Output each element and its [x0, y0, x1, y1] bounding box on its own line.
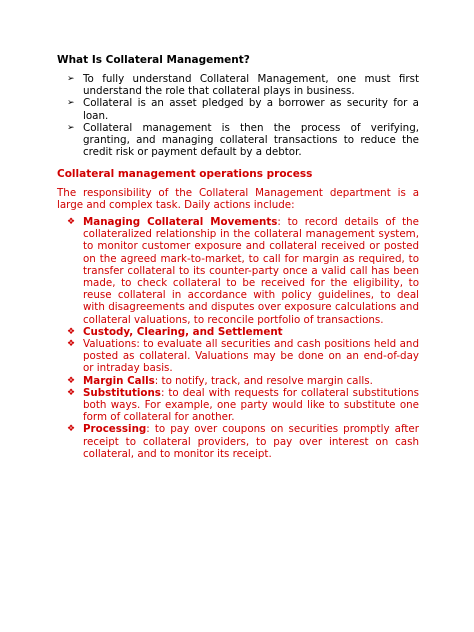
definition-list [57, 73, 419, 158]
list-item-term: Processing [83, 423, 147, 436]
arrow-bullet-icon: ➢ [67, 74, 75, 84]
list-item-text: Collateral is an asset pledged by a borrower as security for a loan. [83, 97, 419, 122]
list-item-term: Managing Collateral Movements [83, 216, 278, 228]
list-item-text: : to notify, track, and resolve margin calls. [154, 374, 373, 387]
list-item-term: Margin Calls [83, 374, 155, 387]
actions-list [57, 216, 419, 460]
list-item-text: : to record details of the collateralized relationship in the collateral management system, to monitor customer exposure and collateral received or posted on the agreed mark-to-market, to call for margin as required, to transfer collateral to its counter-party once a valid call has been made, to check collateral to be received for the eligibility, to reuse collateral in accordance with policy guidelines, to deal with disagreements and disputes over exposure calculations and collateral valuations, to reconcile portfolio of transactions. [83, 216, 419, 326]
list-item [57, 375, 419, 387]
list-item-term: Custody, Clearing, and Settlement [83, 325, 283, 338]
list-item-text: Valuations: to evaluate all securities and cash positions held and posted as collateral. Valuations may be done on an end-of-day or intraday basis. [83, 338, 419, 375]
list-item-text: : to deal with requests for collateral substitutions both ways. For example, one party would like to substitute one form of collateral for another. [83, 386, 419, 424]
list-item [57, 73, 419, 97]
diamond-bullet-icon: ❖ [67, 217, 76, 227]
list-item [57, 326, 419, 338]
diamond-bullet-icon: ❖ [67, 339, 76, 350]
list-item-text: Collateral management is then the process of verifying, granting, and managing collateral transactions to reduce the credit risk or payment default by a debtor. [83, 121, 419, 159]
list-item-text: : to pay over coupons on securities promptly after receipt to collateral providers, to pay over interest on cash collateral, and to monitor its receipt. [83, 423, 419, 460]
list-item [57, 423, 419, 460]
list-item [57, 122, 419, 159]
list-item [57, 387, 419, 424]
diamond-bullet-icon: ❖ [67, 387, 76, 398]
diamond-bullet-icon: ❖ [67, 424, 76, 435]
list-item-text: To fully understand Collateral Management, one must first understand the role that collateral plays in business. [83, 73, 419, 98]
list-item [57, 338, 419, 375]
list-item [57, 97, 419, 121]
arrow-bullet-icon: ➢ [67, 98, 75, 109]
intro-paragraph: The responsibility of the Collateral Management department is a large and complex task. Daily actions include: [57, 187, 419, 212]
section-heading-operations: Collateral management operations process [57, 168, 313, 180]
arrow-bullet-icon: ➢ [67, 122, 75, 133]
diamond-bullet-icon: ❖ [67, 375, 76, 386]
section-heading-what-is: What Is Collateral Management? [57, 54, 250, 66]
list-item-term: Substitutions [83, 386, 161, 399]
list-item [57, 216, 419, 326]
diamond-bullet-icon: ❖ [67, 326, 76, 337]
